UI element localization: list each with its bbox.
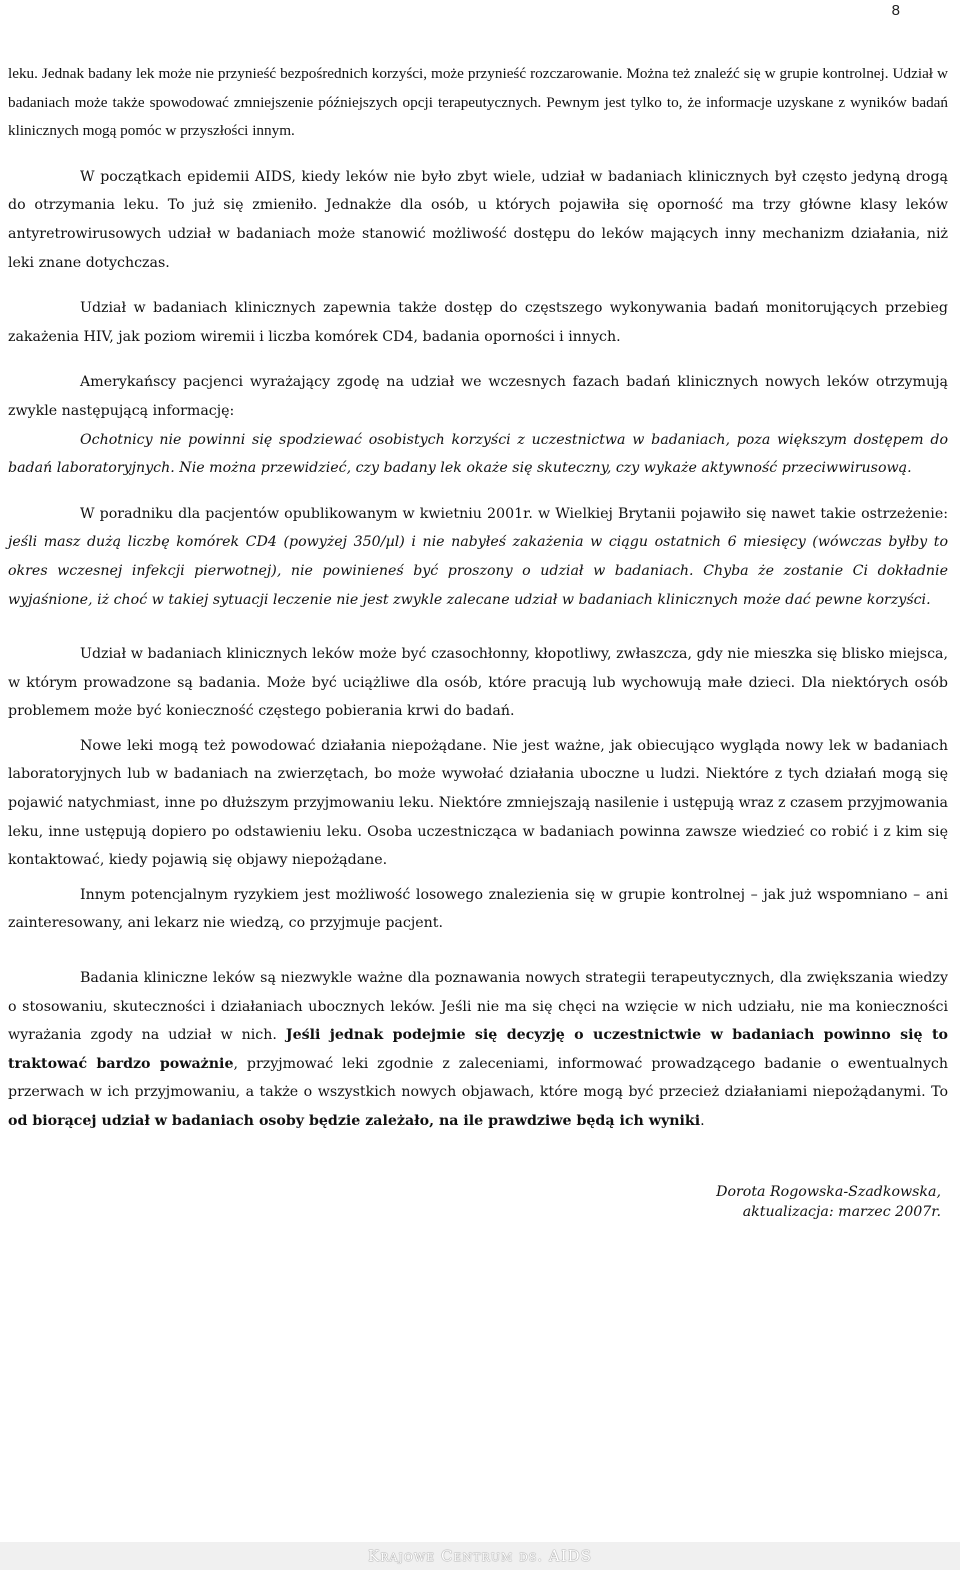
quoted-information: Ochotnicy nie powinni się spodziewać osobistych korzyści z uczestnictwa w badaniach, poza większym dostępem do badań laboratoryjnych. Nie można przewidzieć, czy badany lek okaże się skuteczny, czy wykaże aktywność przeciwwirusową.: [8, 431, 948, 477]
paragraph-6-warning: jeśli masz dużą liczbę komórek CD4 (powyżej 350/µl) i nie nabyłeś zakażenia w ciągu ostatnich 6 miesięcy (wówczas byłby to okres wczesnej infekcji pierwotnej), nie powinieneś być proszony o udział w badaniach. Chyba że zostanie Ci dokładnie wyjaśnione, iż choć w takiej sytuacji leczenie nie jest zwykle zalecane udział w badaniach klinicznych może dać pewne korzyści.: [8, 534, 948, 608]
paragraph-7: Udział w badaniach klinicznych leków może być czasochłonny, kłopotliwy, zwłaszcza, gdy nie mieszka się blisko miejsca, w którym prowadzone są badania. Może być uciążliwe dla osób, które pracują lub wychowują małe dzieci. Dla niektórych osób problemem może być konieczność częstego pobierania krwi do badań.: [8, 646, 948, 720]
signature-author: Dorota Rogowska-Szadkowska,: [716, 1184, 941, 1200]
signature: [716, 1182, 941, 1222]
paragraph-6-intro: W poradniku dla pacjentów opublikowanym w kwietniu 2001r. w Wielkiej Brytanii pojawiło się nawet takie ostrzeżenie:: [80, 505, 948, 522]
paragraph-10: [8, 964, 948, 1136]
paragraph-10-end: .: [700, 1113, 705, 1129]
document-body: [8, 60, 948, 1136]
paragraph-1: leku. Jednak badany lek może nie przynieść bezpośrednich korzyści, może przynieść rozczarowanie. Można też znaleźć się w grupie kontrolnej. Udział w badaniach może także spowodować zmniejszenie późniejszych opcji terapeutycznych. Pewnym jest tylko to, że informacje uzyskane z wyników badań klinicznych mogą pomóc w przyszłości innym.: [8, 65, 948, 140]
paragraph-9: Innym potencjalnym ryzykiem jest możliwość losowego znalezienia się w grupie kontrolnej – jak już wspomniano – ani zainteresowany, ani lekarz nie wiedzą, co przyjmuje pacjent.: [8, 886, 948, 932]
paragraph-8: Nowe leki mogą też powodować działania niepożądane. Nie jest ważne, jak obiecująco wygląda nowy lek w badaniach laboratoryjnych lub w badaniach na zwierzętach, bo może wywołać działania uboczne u ludzi. Niektóre z tych działań mogą się pojawić natychmiast, inne po dłuższym przyjmowaniu leku. Niektóre zmniejszają nasilenie i ustępują wraz z czasem przyjmowania leku, inne ustępują dopiero po odstawieniu leku. Osoba uczestnicząca w badaniach powinna zawsze wiedzieć co robić i z kim się kontaktować, kiedy pojawią się objawy niepożądane.: [8, 737, 948, 869]
paragraph-3: Udział w badaniach klinicznych zapewnia także dostęp do częstszego wykonywania badań monitorujących przebieg zakażenia HIV, jak poziom wiremii i liczba komórek CD4, badania oporności i innych.: [8, 300, 948, 345]
paragraph-2: W początkach epidemii AIDS, kiedy leków nie było zbyt wiele, udział w badaniach klinicznych był często jedyną drogą do otrzymania leku. To już się zmieniło. Jednakże dla osób, u których pojawiła się oporność ma trzy główne klasy leków antyretrowirusowych udział w badaniach może stanowić możliwość dostępu do leków mających inny mechanizm działania, niż leki znane dotychczas.: [8, 168, 948, 271]
paragraph-10-bold-results: od biorącej udział w badaniach osoby będzie zależało, na ile prawdziwe będą ich wyniki: [8, 1113, 701, 1129]
footer-organization: Krajowe Centrum ds. AIDS: [368, 1547, 592, 1565]
signature-update-date: aktualizacja: marzec 2007r.: [742, 1204, 941, 1220]
paragraph-10-intro: Badania kliniczne leków są niezwykle ważne dla poznawania nowych strategii terapeutycznych, dla zwiększania wiedzy o stosowaniu, skuteczności i działaniach ubocznych leków. Jeśli nie ma się chęci na wzięcie w nich udziału, nie ma konieczności wyrażania zgody na udział w nich.: [8, 970, 948, 1044]
paragraph-10-middle: , przyjmować leki zgodnie z zaleceniami, informować prowadzącego badanie o ewentualnych przerwach w ich przyjmowaniu, a także o wszystkich nowych objawach, które mogą być przecież działaniami niepożądanymi. To: [8, 1055, 948, 1101]
page-number: 8: [891, 2, 900, 19]
footer-bar: [0, 1542, 960, 1570]
paragraph-6: [8, 500, 948, 614]
paragraph-4: Amerykańscy pacjenci wyrażający zgodę na udział we wczesnych fazach badań klinicznych nowych leków otrzymują zwykle następującą informację:: [8, 374, 948, 419]
paragraph-10-bold-decision: Jeśli jednak podejmie się decyzję o uczestnictwie w badaniach powinno się to traktować bardzo poważnie: [8, 1027, 948, 1072]
